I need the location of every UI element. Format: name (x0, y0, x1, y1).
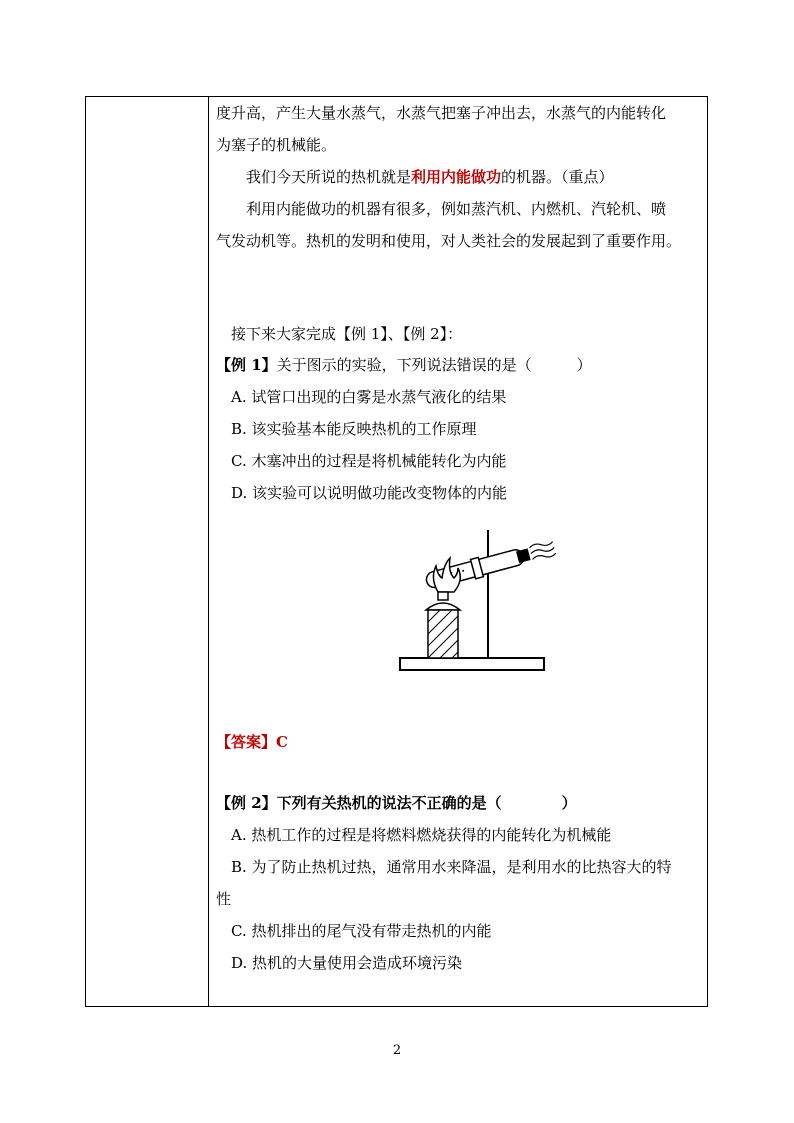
lesson-table (85, 96, 708, 1007)
example1-option-b: B. 该实验基本能反映热机的工作原理 (231, 420, 477, 438)
example2-label: 【例 2】 (216, 794, 277, 812)
example2-option-b: B. 为了防止热机过热，通常用水来降温，是利用水的比热容大的特 (231, 858, 672, 876)
example2-question (216, 793, 577, 813)
prompt-text: 接下来大家完成【例 1】、【例 2】： (231, 325, 463, 343)
example1-question (216, 355, 592, 375)
intro-line-2: 为塞子的机械能。 (216, 136, 337, 154)
intro-line-3-pre: 我们今天所说的热机就是 (246, 168, 412, 186)
intro-line-3-post: 的机器。（重点） (501, 168, 614, 186)
example2-option-c: C. 热机排出的尾气没有带走热机的内能 (231, 922, 492, 940)
example2-option-b-cont: 性 (216, 890, 232, 908)
example1-label: 【例 1】 (216, 356, 277, 374)
example2-option-d: D. 热机的大量使用会造成环境污染 (231, 954, 463, 972)
intro-line-3 (246, 167, 614, 187)
intro-line-1: 度升高，产生大量水蒸气，水蒸气把塞子冲出去，水蒸气的内能转化 (216, 104, 667, 122)
intro-line-4: 利用内能做功的机器有很多，例如蒸汽机、内燃机、汽轮机、喷 (246, 200, 667, 218)
experiment-illustration (398, 522, 576, 677)
answer-label: 【答案】 (216, 733, 277, 751)
highlight-phrase: 利用内能做功 (411, 168, 502, 186)
example1-option-d: D. 该实验可以说明做功能改变物体的内能 (231, 484, 508, 502)
example1-option-c: C. 木塞冲出的过程是将机械能转化为内能 (231, 452, 507, 470)
column-divider (208, 97, 209, 1006)
example2-question-text: 下列有关热机的说法不正确的是（ ） (276, 794, 577, 812)
page-number: 2 (392, 1043, 402, 1058)
example1-answer (216, 732, 288, 752)
answer-value: C (276, 733, 288, 751)
example2-option-a: A. 热机工作的过程是将燃料燃烧获得的内能转化为机械能 (231, 826, 612, 844)
example1-question-text: 关于图示的实验，下列说法错误的是（ ） (276, 356, 592, 374)
example1-option-a: A. 试管口出现的白雾是水蒸气液化的结果 (231, 388, 507, 406)
intro-line-5: 气发动机等。热机的发明和使用，对人类社会的发展起到了重要作用。 (216, 232, 682, 250)
